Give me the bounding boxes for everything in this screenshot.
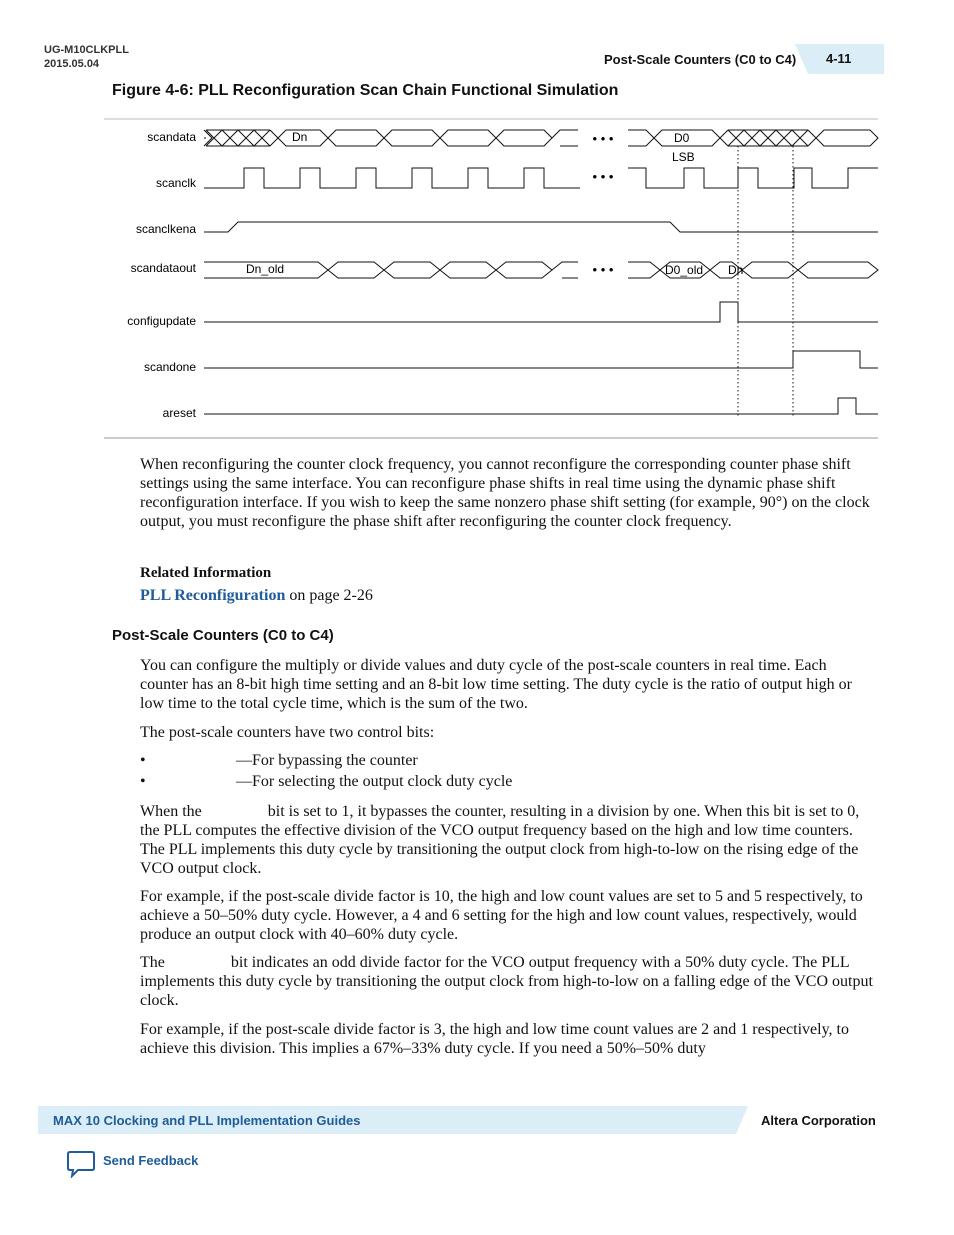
header-page-number: 4-11 xyxy=(826,51,852,66)
scandata-lsb-label: LSB xyxy=(672,150,695,164)
signal-label-scandataout: scandataout xyxy=(130,261,196,275)
scandataout-dn-label: Dn xyxy=(728,263,744,277)
figure-title: Figure 4-6: PLL Reconfiguration Scan Chain Functional Simulation xyxy=(112,82,619,99)
related-page-ref: on page 2-26 xyxy=(285,587,373,604)
paragraph-phase-shift: When reconfiguring the counter clock frequency, you cannot reconfigure the corresponding counter phase shift settings using the same interface. You can reconfigure phase shifts in real time using the dynamic phase shift reconfiguration interface. If you wish to keep the same nonzero phase shift setting (for example, 90°) on the clock output, you must reconfigure the phase shift after reconfiguring the counter clock frequency. xyxy=(140,456,870,530)
bullet-dot: • xyxy=(140,773,146,790)
bullet-text: —For selecting the output clock duty cycle xyxy=(236,773,513,790)
signal-label-scanclkena: scanclkena xyxy=(135,222,196,236)
paragraph-odd-lead: The xyxy=(140,954,169,971)
scanclk-ellipsis: • • • xyxy=(592,169,614,184)
document-date: 2015.05.04 xyxy=(44,58,100,70)
scanclk-waveform xyxy=(204,168,878,188)
signal-label-configupdate: configupdate xyxy=(127,314,196,328)
paragraph-odd-divide-bit xyxy=(140,953,875,1010)
scandone-waveform xyxy=(204,351,878,368)
signal-label-scandata: scandata xyxy=(147,130,196,144)
paragraph-control-bits: The post-scale counters have two control bits: xyxy=(140,724,435,741)
paragraph-bypass-bit xyxy=(140,802,875,878)
signal-label-scanclk: scanclk xyxy=(155,176,196,190)
areset-waveform xyxy=(204,398,878,414)
footer-guide-title: MAX 10 Clocking and PLL Implementation Guides xyxy=(53,1113,361,1128)
paragraph-divide-example: For example, if the post-scale divide factor is 10, the high and low count values are set to 5 and 5 respectively, to achieve a 50–50% duty cycle. However, a 4 and 6 setting for the high and low count values, respectively, would produce an output clock with 40–60% duty cycle. xyxy=(140,888,863,943)
paragraph-bypass-lead: When the xyxy=(140,803,206,820)
bullet-text: —For bypassing the counter xyxy=(236,752,418,769)
speech-bubble-icon[interactable] xyxy=(66,1150,96,1178)
related-information-entry xyxy=(140,587,373,605)
paragraph-post-scale-intro: You can configure the multiply or divide values and duty cycle of the post-scale counters in real time. Each counter has an 8-bit high time setting and an 8-bit low time setting. The duty cycle is the ratio of output high or low time to the total cycle time, which is the sum of the two. xyxy=(140,657,853,712)
paragraph-odd-body: bit indicates an odd divide factor for the VCO output frequency with a 50% duty cycle. The PLL implements this duty cycle by transitioning the output clock from high-to-low on a falling edge of the VCO output clock. xyxy=(140,954,873,1009)
paragraph-bypass-body: bit is set to 1, it bypasses the counter, resulting in a division by one. When this bit is set to 0, the PLL computes the effective division of the VCO output frequency based on the high and low time counters. The PLL implements this duty cycle by transitioning the output clock from high-to-low on the rising edge of the VCO output clock. xyxy=(140,803,860,877)
timing-diagram xyxy=(104,118,880,440)
document-id xyxy=(44,43,129,71)
pll-reconfiguration-link[interactable]: PLL Reconfiguration xyxy=(140,587,286,604)
bullet-dot: • xyxy=(140,752,146,769)
related-information-title: Related Information xyxy=(140,565,272,581)
scanclkena-waveform xyxy=(204,222,878,232)
scandata-dn-label: Dn xyxy=(292,130,308,144)
signal-label-scandone: scandone xyxy=(143,360,196,374)
scandata-ellipsis: • • • xyxy=(592,131,614,146)
scandataout-dn-old-label: Dn_old xyxy=(246,262,285,276)
scandataout-d0-old-label: D0_old xyxy=(665,263,704,277)
footer-company: Altera Corporation xyxy=(761,1113,876,1128)
configupdate-waveform xyxy=(204,302,878,322)
scandataout-waveform xyxy=(204,262,878,278)
send-feedback-link[interactable]: Send Feedback xyxy=(103,1153,199,1168)
signal-label-areset: areset xyxy=(162,406,196,420)
scandata-d0-label: D0 xyxy=(674,131,690,145)
scandataout-ellipsis: • • • xyxy=(592,262,614,277)
header-section-title: Post-Scale Counters (C0 to C4) xyxy=(604,52,797,67)
paragraph-odd-example: For example, if the post-scale divide factor is 3, the high and low time count values are 2 and 1 respectively, to achieve this division. This implies a 67%–33% duty cycle. If you need a 50%–50% duty xyxy=(140,1021,849,1057)
document-code: UG-M10CLKPLL xyxy=(44,44,129,56)
section-heading: Post-Scale Counters (C0 to C4) xyxy=(112,627,334,644)
